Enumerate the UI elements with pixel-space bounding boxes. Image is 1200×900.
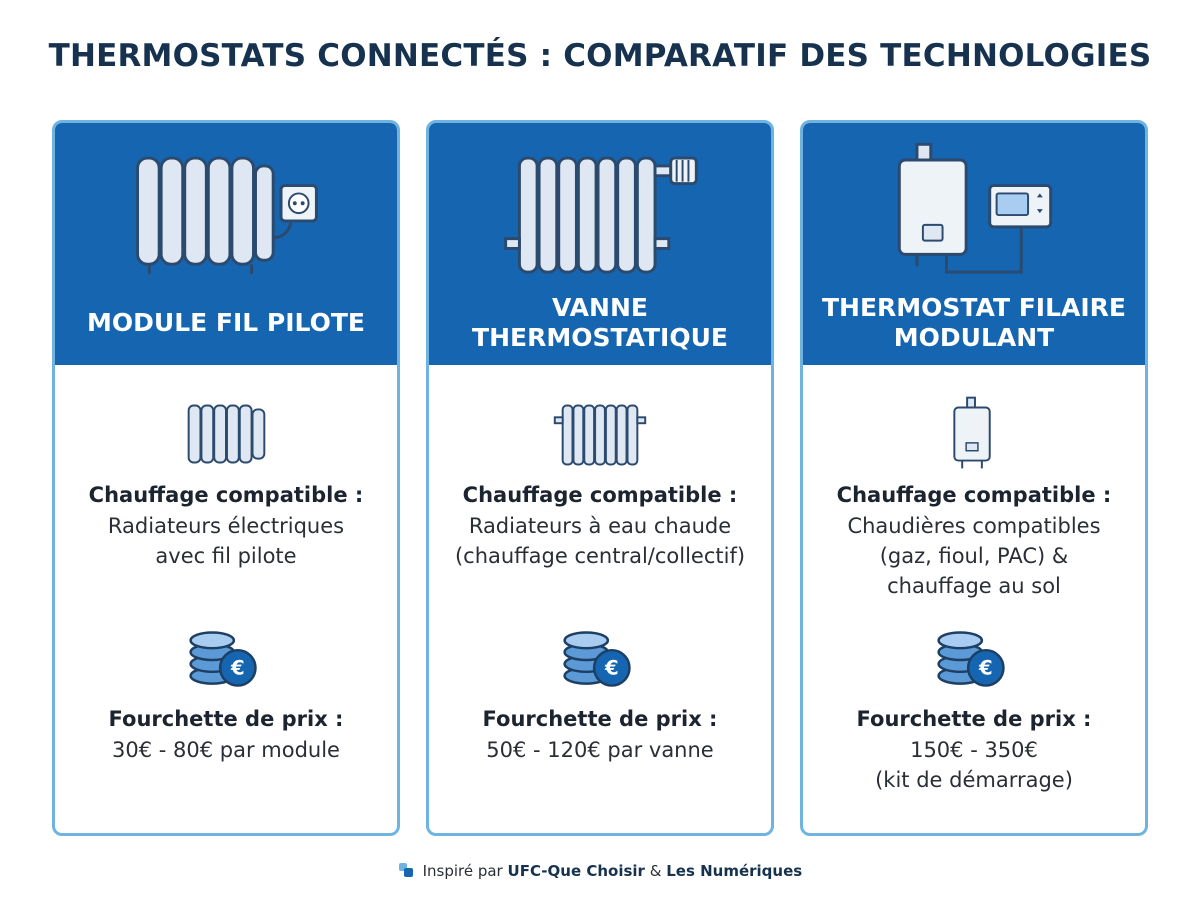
heating-label: Chauffage compatible : (88, 483, 364, 507)
footer-prefix: Inspiré par (422, 862, 503, 880)
footer-credit (0, 862, 1200, 880)
heating-label: Chauffage compatible : (836, 483, 1112, 507)
card-title: MODULE FIL PILOTE (87, 308, 365, 337)
coins-euro-icon (803, 628, 1145, 692)
heating-line: (chauffage central/collectif) (454, 544, 746, 568)
heating-description (65, 511, 387, 571)
coins-euro-icon (429, 628, 771, 692)
card-title: THERMOSTAT FILAIRE MODULANT (821, 293, 1126, 352)
card-header (55, 123, 397, 365)
card-module-fil-pilote (52, 120, 400, 836)
card-header (429, 123, 771, 365)
radiator-icon (55, 395, 397, 475)
electric-radiator-with-outlet-icon (55, 143, 397, 293)
heating-label: Chauffage compatible : (462, 483, 738, 507)
boiler-with-thermostat-icon (803, 143, 1145, 293)
source-logo-icon (398, 862, 414, 878)
price-description (813, 735, 1135, 795)
price-description (439, 735, 761, 765)
price-label: Fourchette de prix : (856, 707, 1092, 731)
heating-line: Chaudières compatibles (847, 514, 1101, 538)
card-header (803, 123, 1145, 365)
price-description (65, 735, 387, 765)
card-thermostat-filaire-modulant (800, 120, 1148, 836)
price-label: Fourchette de prix : (108, 707, 344, 731)
heating-line: chauffage au sol (887, 574, 1061, 598)
footer-source-1: UFC-Que Choisir (507, 862, 645, 880)
price-line: (kit de démarrage) (875, 768, 1073, 792)
water-radiator-with-valve-icon (429, 143, 771, 293)
heating-description (813, 511, 1135, 601)
coins-euro-icon (55, 628, 397, 692)
svg-text:€: € (978, 656, 993, 680)
page-title: THERMOSTATS CONNECTÉS : COMPARATIF DES TECHNOLOGIES (48, 38, 1152, 74)
radiator-icon (429, 395, 771, 475)
price-line: 150€ - 350€ (910, 738, 1038, 762)
footer-source-2: Les Numériques (666, 862, 803, 880)
heating-line: Radiateurs à eau chaude (468, 514, 732, 538)
card-vanne-thermostatique (426, 120, 774, 836)
heating-line: avec fil pilote (155, 544, 297, 568)
price-line: 50€ - 120€ par vanne (486, 738, 714, 762)
footer-separator: & (649, 862, 662, 880)
svg-text:€: € (604, 656, 619, 680)
price-line: 30€ - 80€ par module (112, 738, 340, 762)
heating-description (439, 511, 761, 571)
svg-text:€: € (230, 656, 245, 680)
price-label: Fourchette de prix : (482, 707, 718, 731)
heating-line: Radiateurs électriques (107, 514, 345, 538)
heating-line: (gaz, fioul, PAC) & (879, 544, 1069, 568)
boiler-icon (803, 395, 1145, 475)
card-title: VANNE THERMOSTATIQUE (472, 293, 728, 352)
